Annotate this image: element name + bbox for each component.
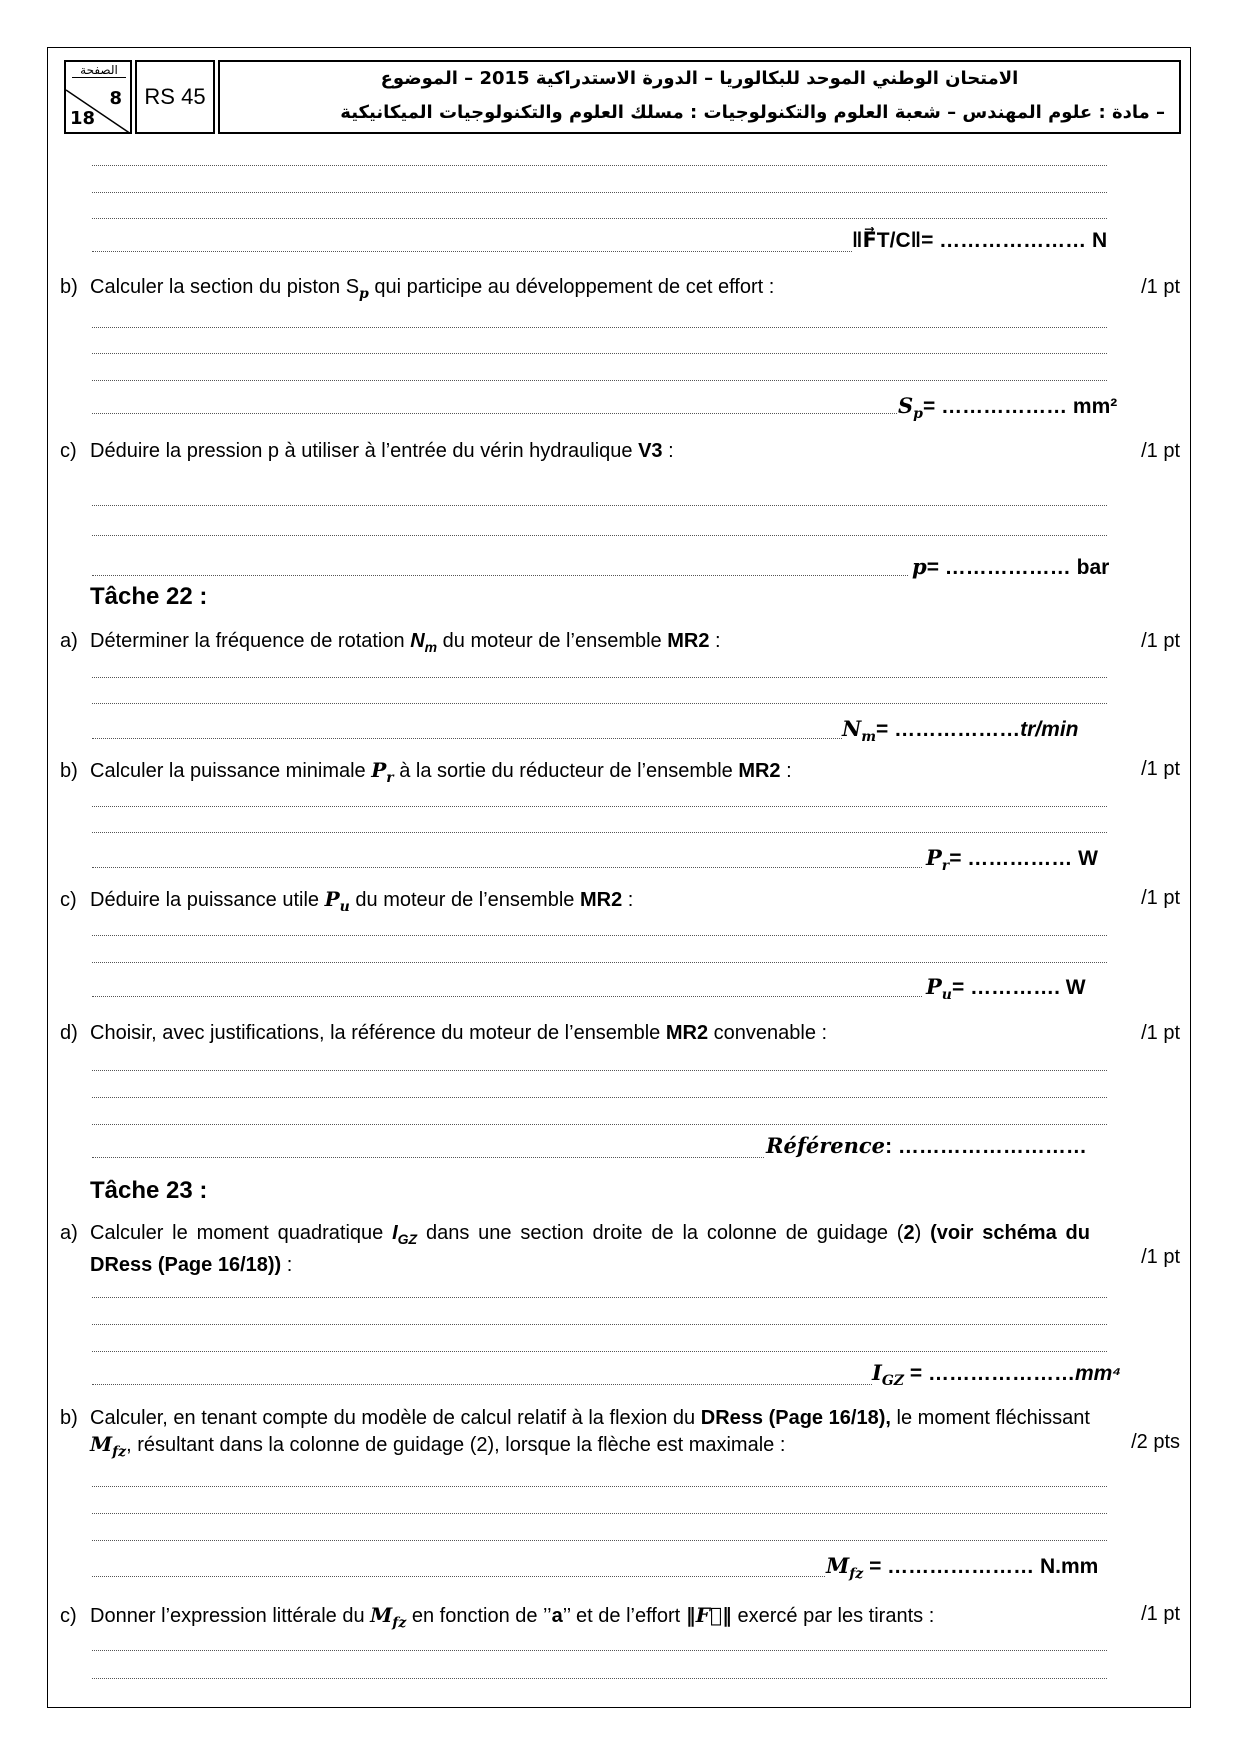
question-21b: b) Calculer la section du piston $S_p$ qui participe au développement de cet effort : <box>60 276 775 302</box>
answer-line[interactable] <box>92 1351 1107 1352</box>
answer-line[interactable] <box>92 1324 1107 1325</box>
answer-line[interactable] <box>92 1297 1107 1298</box>
answer-line[interactable] <box>92 703 1107 704</box>
question-22d: d) Choisir, avec justifications, la référence du moteur de l’ensemble MR2 convenable : <box>60 1022 828 1044</box>
answer-line[interactable] <box>92 1650 1107 1651</box>
force-result: ‖F⃗T/C‖= ………………… N <box>852 229 1108 252</box>
question-22b: b) Calculer la puissance minimale $P_r$ à la sortie du réducteur de l’ensemble MR2 : <box>60 758 792 786</box>
answer-line[interactable] <box>92 1540 1107 1541</box>
igz-result: $I_{GZ}$ = …………………mm⁴ <box>872 1360 1122 1390</box>
pu-result: $P_u=$ …………. W <box>926 974 1086 1004</box>
question-22c: c) Déduire la puissance utile $P_u$ du moteur de l’ensemble MR2 : <box>60 887 634 915</box>
sp-subscript: p <box>359 286 369 302</box>
answer-line[interactable] <box>92 380 1107 381</box>
answer-line[interactable] <box>92 251 852 252</box>
points: /1 pt <box>1141 276 1180 298</box>
answer-line[interactable] <box>92 962 1107 963</box>
answer-line[interactable] <box>92 505 1107 506</box>
points: /1 pt <box>1141 1246 1180 1268</box>
exam-code: RS 45 <box>135 60 215 134</box>
answer-line[interactable] <box>92 867 922 868</box>
reference-result: Référence: ……………………… <box>766 1133 1087 1158</box>
page-current: 8 <box>109 88 122 109</box>
exam-title-line1: الامتحان الوطني الموحد للبكالوريا – الدورة الاستدراكية 2015 – الموضوع <box>380 68 1019 89</box>
question-21c: c) Déduire la pression p à utiliser à l’entrée du vérin hydraulique V3 : <box>60 440 674 462</box>
question-22a: a) Déterminer la fréquence de rotation $N_m$ du moteur de l’ensemble MR2 : <box>60 630 721 655</box>
question-23a: a) Calculer le moment quadratique $I_{GZ}$ dans une section droite de la colonne de guidage (2) (voir schéma du DRess (Page 16/18)) : <box>60 1222 1090 1276</box>
answer-line[interactable] <box>92 535 1107 536</box>
answer-line[interactable] <box>92 1124 1107 1125</box>
answer-line[interactable] <box>92 218 1107 219</box>
exam-title-box <box>218 60 1181 134</box>
task-22-title: Tâche 22 : <box>90 583 208 610</box>
points: /1 pt <box>1141 758 1180 780</box>
page-label: الصفحة <box>72 63 126 78</box>
answer-line[interactable] <box>92 1070 1107 1071</box>
answer-line[interactable] <box>92 806 1107 807</box>
answer-line[interactable] <box>92 575 908 576</box>
page-total: 18 <box>70 108 96 129</box>
mfz-result: $M_{fz}$ = ………………… N.mm <box>826 1553 1099 1583</box>
answer-line[interactable] <box>92 327 1107 328</box>
answer-line[interactable] <box>92 1513 1107 1514</box>
answer-line[interactable] <box>92 1576 825 1577</box>
task-23-title: Tâche 23 : <box>90 1177 208 1204</box>
question-23c: c) Donner l’expression littérale du $M_{fz}$ en fonction de ’’a’’ et de l’effort ‖F⃗‖ exercé par les tirants : <box>60 1603 935 1631</box>
question-23b: b) Calculer, en tenant compte du modèle de calcul relatif à la flexion du DRess (Page 16/18), le moment fléchissant $M_{fz}$, résultant dans la colonne de guidage (2), lorsque la flèche est maximale : <box>60 1407 1090 1460</box>
answer-line[interactable] <box>92 935 1107 936</box>
answer-line[interactable] <box>92 353 1107 354</box>
answer-line[interactable] <box>92 1157 764 1158</box>
answer-line[interactable] <box>92 1486 1107 1487</box>
p-result: p= ……………… bar <box>912 554 1110 579</box>
answer-line[interactable] <box>92 832 1107 833</box>
answer-line[interactable] <box>92 165 1107 166</box>
answer-line[interactable] <box>92 1384 872 1385</box>
answer-line[interactable] <box>92 996 922 997</box>
pr-result: $P_r=$ …………… W <box>926 845 1098 875</box>
sp-result: $S_p=$ ……………… mm² <box>898 393 1118 423</box>
answer-line[interactable] <box>92 1678 1107 1679</box>
points: /1 pt <box>1141 440 1180 462</box>
points: /1 pt <box>1141 1022 1180 1044</box>
nm-result: $N_m=$ ………………tr/min <box>842 716 1079 746</box>
points: /1 pt <box>1141 1603 1180 1625</box>
answer-line[interactable] <box>92 413 897 414</box>
answer-line[interactable] <box>92 677 1107 678</box>
points: /1 pt <box>1141 630 1180 652</box>
page-number-box <box>64 60 132 134</box>
answer-line[interactable] <box>92 738 842 739</box>
exam-title-line2: – مادة : علوم المهندس – شعبة العلوم والتكنولوجيات : مسلك العلوم والتكنولوجيات الميكانيكية <box>340 102 1165 123</box>
answer-line[interactable] <box>92 192 1107 193</box>
points: /1 pt <box>1141 887 1180 909</box>
points: /2 pts <box>1131 1431 1180 1453</box>
answer-line[interactable] <box>92 1097 1107 1098</box>
